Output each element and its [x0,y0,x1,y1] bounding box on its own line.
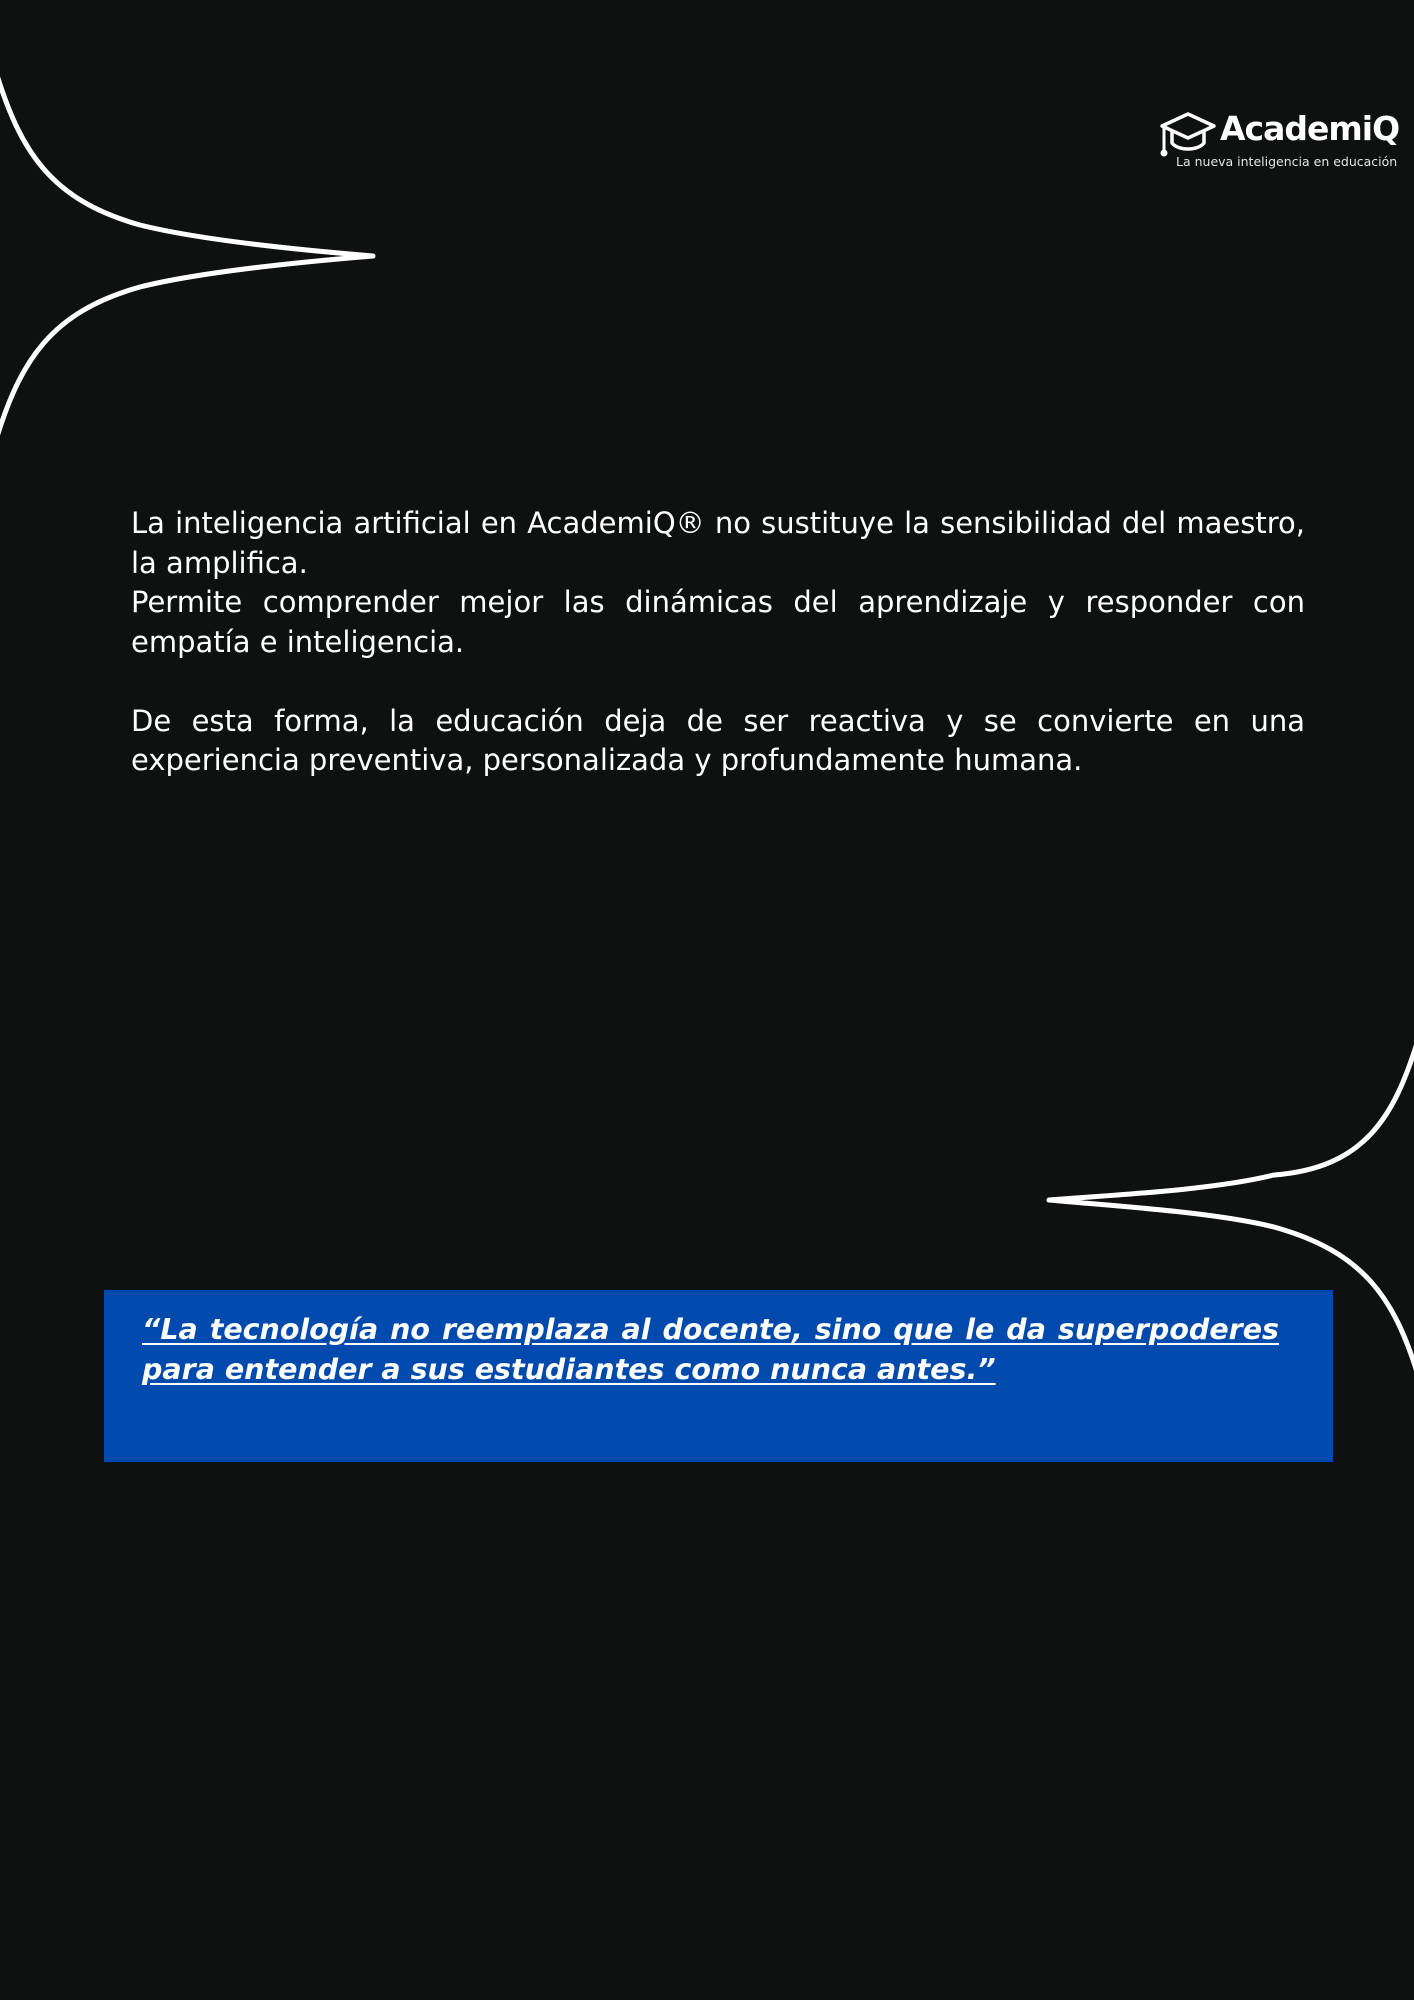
top-left-curve [0,72,373,440]
paragraph-1-line-2: Permite comprender mejor las dinámicas del aprendizaje y responder con empatía e inteligencia. [131,585,1305,659]
academiq-logo [1158,108,1400,172]
paragraph-spacer [131,662,1305,702]
paragraph-1-line-1: La inteligencia artificial en AcademiQ® no sustituye la sensibilidad del maestro, la amplifica. [131,506,1305,580]
quote-text: “La tecnología no reemplaza al docente, sino que le da superpoderes para entender a sus estudiantes como nunca antes.” [142,1313,1279,1386]
paragraph-2: De esta forma, la educación deja de ser reactiva y se convierte en una experiencia preventiva, personalizada y profundamente humana. [131,703,1305,777]
main-body-text [131,504,1305,781]
logo-tagline: La nueva inteligencia en educación [1176,154,1398,169]
logo-name: AcademiQ [1220,109,1400,148]
quote-box [104,1290,1333,1462]
